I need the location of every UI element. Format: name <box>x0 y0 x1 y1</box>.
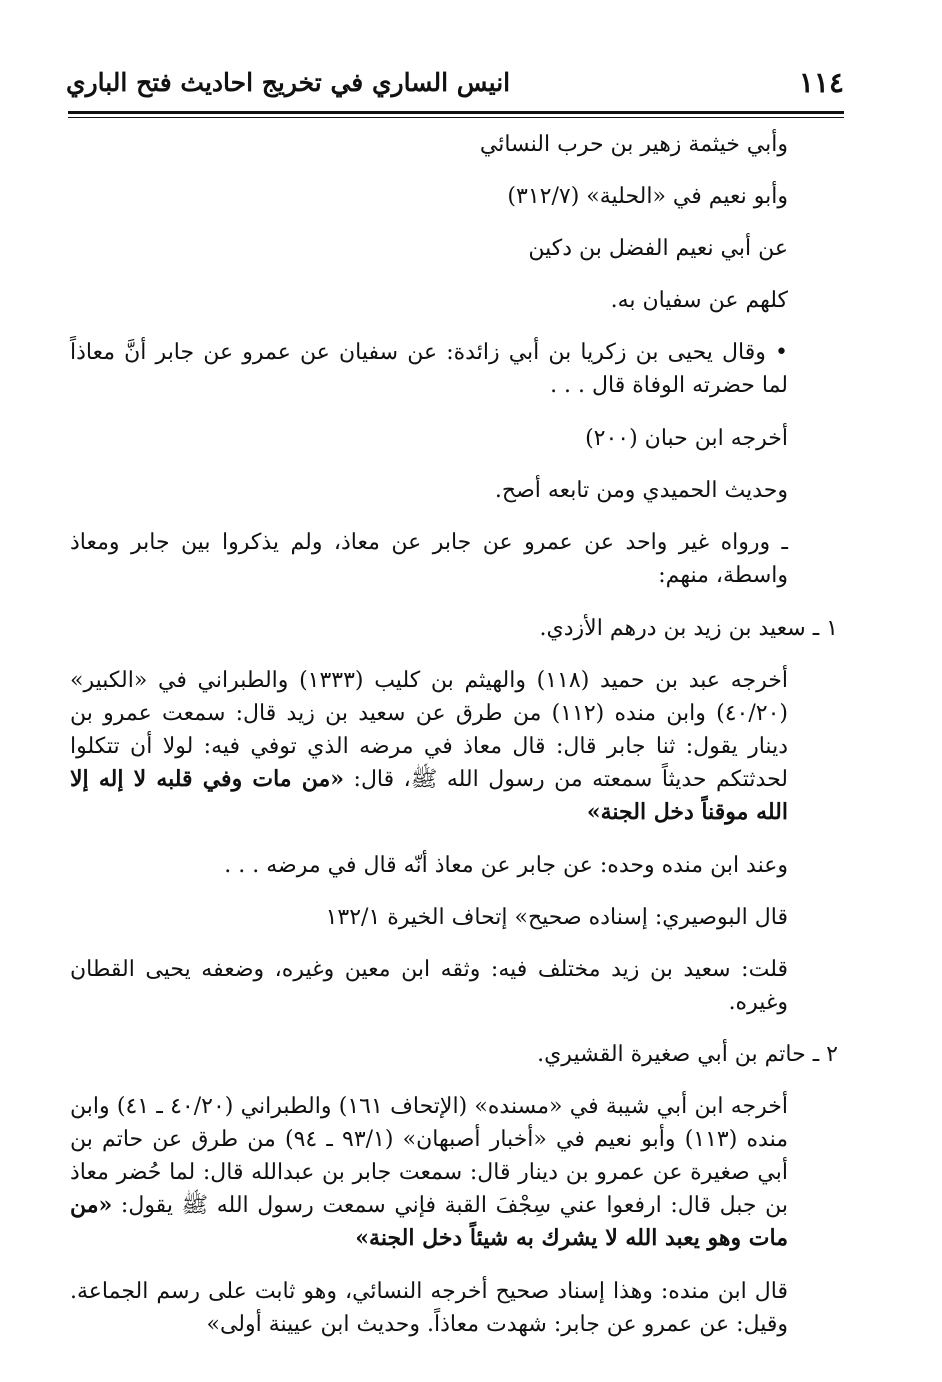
paragraph-12: قال البوصيري: إسناده صحيح» إتحاف الخيرة ١٣٢/١ <box>325 905 788 930</box>
page-header <box>66 64 844 108</box>
paragraph-10-text: أخرجه عبد بن حميد (١١٨) والهيثم بن كليب (١٣٣٣) والطبراني في «الكبير» (٤٠/٢٠) وابن منده (١١٢) من طرق عن سعيد بن زيد قال: سمعت عمرو بن دينار يقول: ثنا جابر قال: قال معاذ في مرضه الذي توفي فيه: لولا أن تتكلوا لحدثتكم حديثاً سمعته من رسول الله ﷺ، قال: <box>70 668 789 792</box>
paragraph-9: ١ ـ سعيد بن زيد بن درهم الأزدي. <box>539 616 838 641</box>
header-rule-thick <box>68 111 844 114</box>
header-rule-thin <box>68 117 844 118</box>
paragraph-14: ٢ ـ حاتم بن أبي صغيرة القشيري. <box>537 1042 838 1067</box>
paragraph-7: وحديث الحميدي ومن تابعه أصح. <box>494 478 788 503</box>
paragraph-4: كلهم عن سفيان به. <box>610 288 788 313</box>
paragraph-16: قال ابن منده: وهذا إسناد صحيح أخرجه النسائي، وهو ثابت على رسم الجماعة. وقيل: عن عمرو عن جابر: شهدت معاذاً. وحديث ابن عيينة أولى» <box>70 1279 788 1337</box>
paragraph-2: وأبو نعيم في «الحلية» (٣١٢/٧) <box>507 184 788 209</box>
hadith-quote-1: «من مات وفي قلبه لا إله إلا الله موقناً دخل الجنة» <box>70 766 788 825</box>
paragraph-5: • وقال يحيى بن زكريا بن أبي زائدة: عن سفيان عن عمرو عن جابر أنَّ معاذاً لما حضرته الوفاة قال . . . <box>70 340 788 398</box>
hadith-quote-2: «من مات وهو يعبد الله لا يشرك به شيئاً دخل الجنة» <box>70 1192 788 1251</box>
paragraph-1: وأبي خيثمة زهير بن حرب النسائي <box>479 132 788 157</box>
paragraph-11: وعند ابن منده وحده: عن جابر عن معاذ أنّه قال في مرضه . . . <box>224 853 788 878</box>
page-number: ١١٤ <box>798 66 844 99</box>
paragraph-15 <box>70 1090 842 1255</box>
paragraph-3: عن أبي نعيم الفضل بن دكين <box>528 236 788 261</box>
running-title: انيس الساري في تخريج احاديث فتح الباري <box>66 68 511 97</box>
paragraph-10 <box>70 664 842 829</box>
paragraph-15-text: أخرجه ابن أبي شيبة في «مسنده» (الإتحاف ١٦١) والطبراني (٤٠/٢٠ ـ ٤١) وابن منده (١١٣) وأبو نعيم في «أخبار أصبهان» (٩٣/١ ـ ٩٤) من طرق عن حاتم بن أبي صغيرة عن عمرو بن دينار قال: سمعت جابر بن عبدالله قال: لما حُضر معاذ بن جبل قال: ارفعوا عني سِجْفَ القبة فإني سمعت رسول الله ﷺ يقول: <box>70 1094 789 1218</box>
paragraph-8: ـ ورواه غير واحد عن عمرو عن جابر عن معاذ، ولم يذكروا بين جابر ومعاذ واسطة، منهم: <box>70 530 788 588</box>
page-body <box>70 128 842 1368</box>
paragraph-6: أخرجه ابن حبان (٢٠٠) <box>585 426 788 451</box>
paragraph-13: قلت: سعيد بن زيد مختلف فيه: وثقه ابن معين وغيره، وضعفه يحيى القطان وغيره. <box>70 957 788 1015</box>
